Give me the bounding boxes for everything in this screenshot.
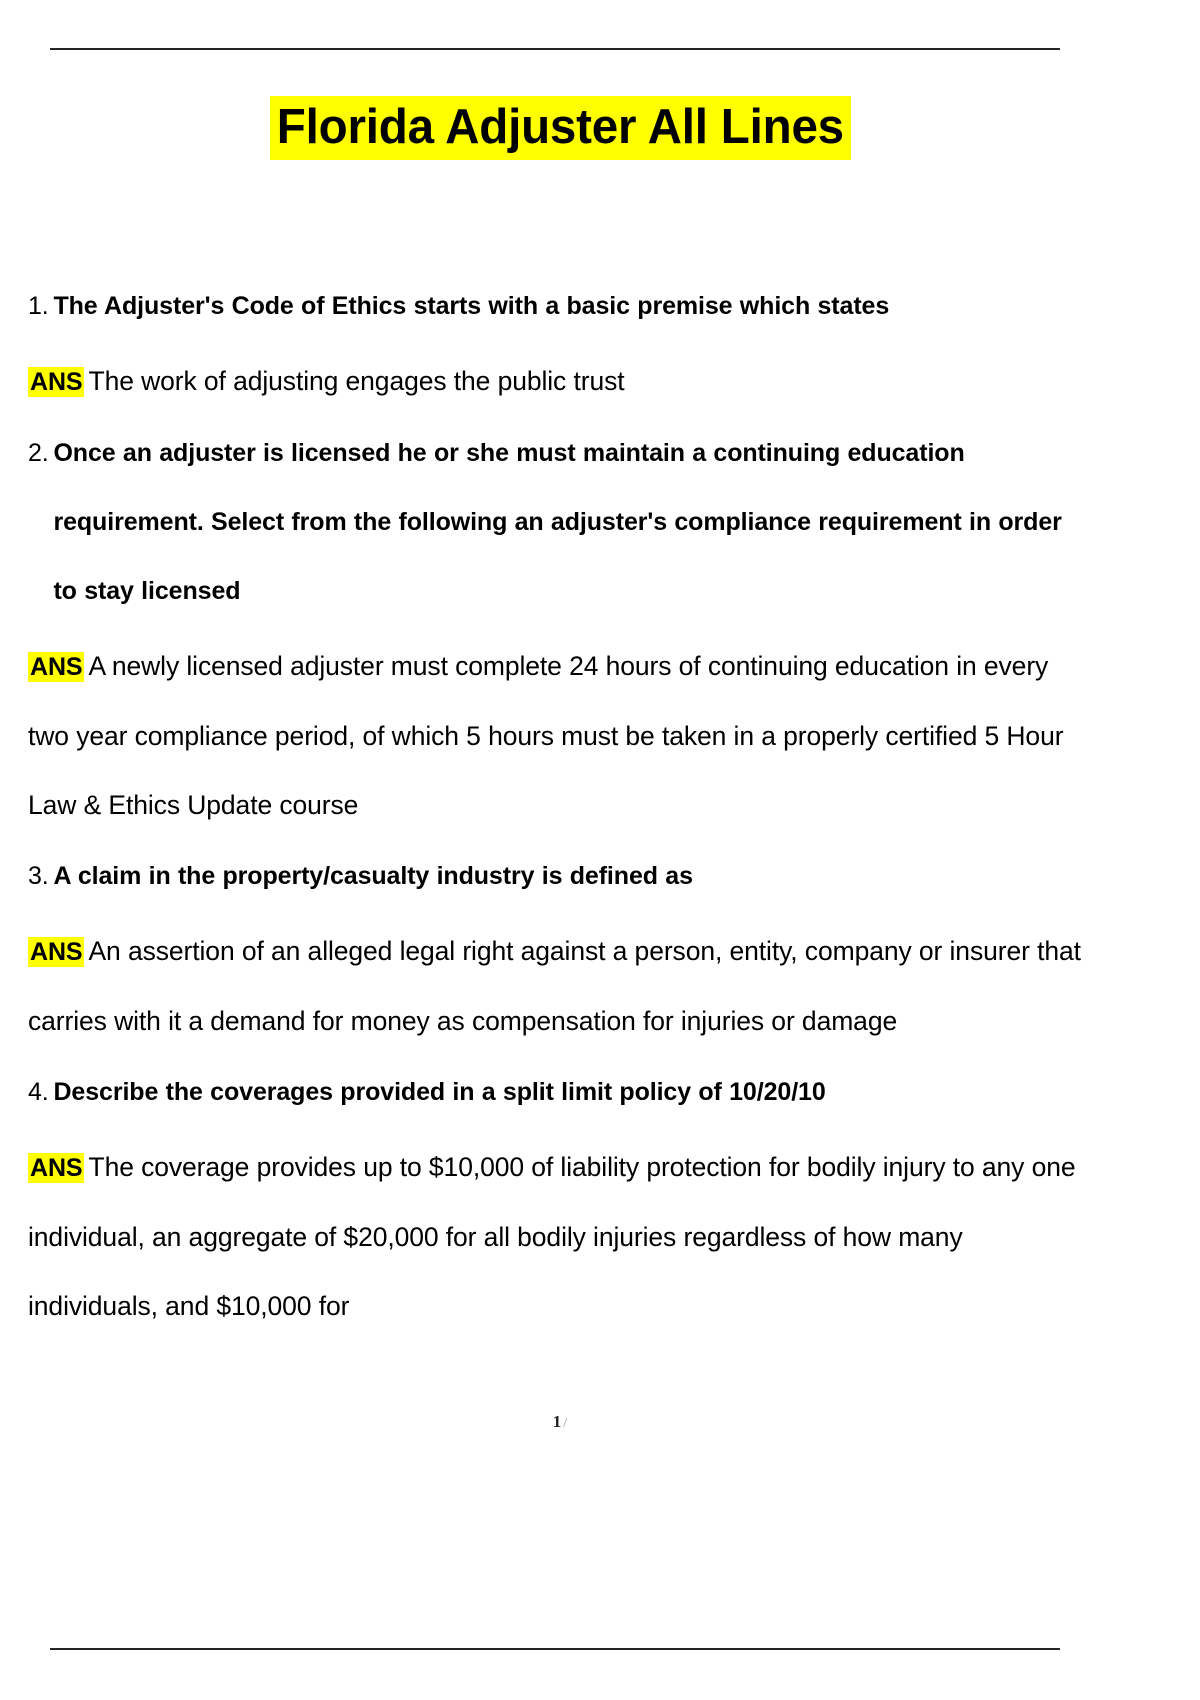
answer-text-1: The work of adjusting engages the public trust xyxy=(88,366,625,396)
answer-tag-2: ANS xyxy=(30,653,83,681)
page-title-text: Florida Adjuster All Lines xyxy=(270,96,851,160)
qa-list xyxy=(28,272,1090,1343)
qa-item-1 xyxy=(28,272,1090,417)
page-title xyxy=(0,96,1120,160)
question-text-2: Once an adjuster is licensed he or she must maintain a continuing education requirement. Select from the following an adjuster's compliance requirement in order to stay licensed xyxy=(53,439,1062,605)
question-number-4: 4. xyxy=(28,1078,49,1106)
answer-text-2: A newly licensed adjuster must complete 24 hours of continuing education in every two year compliance period, of which 5 hours must be taken in a properly certified 5 Hour Law & Ethics Update course xyxy=(28,651,1064,820)
answer-line-4 xyxy=(28,1133,1090,1341)
answer-tag-4: ANS xyxy=(30,1154,83,1182)
qa-item-4 xyxy=(28,1058,1090,1341)
answer-line-3 xyxy=(28,917,1090,1056)
qa-item-2 xyxy=(28,419,1090,840)
question-number-3: 3. xyxy=(28,862,49,890)
answer-line-1 xyxy=(28,347,1090,417)
question-line-1 xyxy=(28,272,1090,341)
answer-line-2 xyxy=(28,632,1090,840)
question-number-1: 1. xyxy=(28,292,49,320)
answer-tag-3: ANS xyxy=(30,938,83,966)
question-number-2: 2. xyxy=(28,439,49,467)
question-line-2 xyxy=(28,419,1090,626)
answer-tag-1: ANS xyxy=(30,368,83,396)
page-footer xyxy=(0,1412,1120,1432)
question-line-4 xyxy=(28,1058,1090,1127)
page-number: 1 xyxy=(552,1412,562,1431)
page-top-rule xyxy=(50,48,1060,50)
qa-item-3 xyxy=(28,842,1090,1056)
page-number-separator: / xyxy=(563,1416,568,1431)
question-text-4: Describe the coverages provided in a split limit policy of 10/20/10 xyxy=(53,1078,826,1106)
question-text-3: A claim in the property/casualty industry is defined as xyxy=(53,862,693,890)
question-line-3 xyxy=(28,842,1090,911)
answer-text-4: The coverage provides up to $10,000 of liability protection for bodily injury to any one individual, an aggregate of $20,000 for all bodily injuries regardless of how many individuals, and $10,000 for xyxy=(28,1152,1076,1321)
question-text-1: The Adjuster's Code of Ethics starts with a basic premise which states xyxy=(53,292,890,320)
page-bottom-rule xyxy=(50,1648,1060,1650)
answer-text-3: An assertion of an alleged legal right against a person, entity, company or insurer that carries with it a demand for money as compensation for injuries or damage xyxy=(28,936,1081,1036)
